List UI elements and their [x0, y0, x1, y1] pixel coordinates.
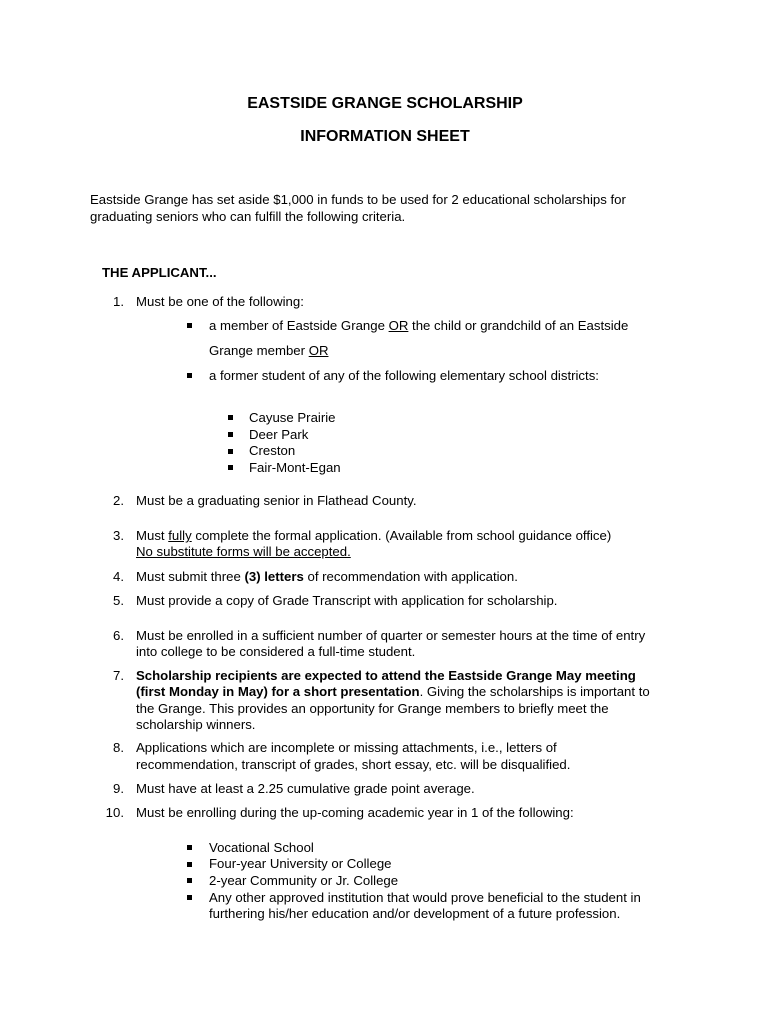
item-number: 3. [113, 528, 124, 543]
bullet-icon [187, 373, 192, 378]
sub-bullet-1-line-1: a member of Eastside Grange OR the child or grandchild of an Eastside [209, 318, 629, 333]
school-item: 2-year Community or Jr. College [209, 873, 399, 888]
item-4-text: Must submit three (3) letters of recommendation with application. [136, 569, 518, 584]
sub-bullet-2: a former student of any of the following elementary school districts: [209, 368, 599, 383]
bullet-icon [187, 845, 192, 850]
page-subtitle: INFORMATION SHEET [300, 128, 470, 145]
item-3-line-1: Must fully complete the formal application. (Available from school guidance office) [136, 528, 612, 543]
item-number: 9. [113, 781, 124, 796]
item-8-line-2: recommendation, transcript of grades, short essay, etc. will be disqualified. [136, 757, 571, 772]
bullet-icon [228, 432, 233, 437]
item-5-text: Must provide a copy of Grade Transcript with application for scholarship. [136, 593, 558, 608]
item-number: 6. [113, 628, 124, 643]
item-7-line-4: scholarship winners. [136, 717, 256, 732]
item-1-text: Must be one of the following: [136, 294, 304, 309]
item-6-line-2: into college to be considered a full-time student. [136, 644, 416, 659]
item-7-line-2: (first Monday in May) for a short presentation. Giving the scholarships is important to [136, 684, 650, 699]
school-item: Vocational School [209, 840, 314, 855]
item-10-text: Must be enrolling during the up-coming academic year in 1 of the following: [136, 805, 574, 820]
district-item: Fair-Mont-Egan [249, 460, 341, 475]
district-item: Cayuse Prairie [249, 410, 336, 425]
section-heading: THE APPLICANT... [102, 265, 217, 280]
bullet-icon [228, 449, 233, 454]
school-item-line-1: Any other approved institution that would prove beneficial to the student in [209, 890, 641, 905]
district-item: Deer Park [249, 427, 309, 442]
item-number: 4. [113, 569, 124, 584]
item-2-text: Must be a graduating senior in Flathead County. [136, 493, 417, 508]
district-item: Creston [249, 443, 296, 458]
item-8-line-1: Applications which are incomplete or missing attachments, i.e., letters of [136, 740, 557, 755]
item-9-text: Must have at least a 2.25 cumulative grade point average. [136, 781, 475, 796]
item-7-line-3: the Grange. This provides an opportunity for Grange members to briefly meet the [136, 701, 609, 716]
intro-line-2: graduating seniors who can fulfill the following criteria. [90, 209, 406, 224]
item-number: 1. [113, 294, 124, 309]
page-title: EASTSIDE GRANGE SCHOLARSHIP [247, 95, 523, 112]
bullet-icon [228, 415, 233, 420]
item-3-line-2: No substitute forms will be accepted. [136, 544, 351, 559]
school-item-line-2: furthering his/her education and/or development of a future profession. [209, 906, 621, 921]
bullet-icon [187, 895, 192, 900]
intro-line-1: Eastside Grange has set aside $1,000 in funds to be used for 2 educational scholarships for [90, 192, 626, 207]
item-7-line-1: Scholarship recipients are expected to attend the Eastside Grange May meeting [136, 668, 636, 683]
bullet-icon [228, 465, 233, 470]
item-number: 10. [105, 805, 124, 820]
item-number: 8. [113, 740, 124, 755]
item-number: 7. [113, 668, 124, 683]
bullet-icon [187, 862, 192, 867]
item-number: 5. [113, 593, 124, 608]
item-number: 2. [113, 493, 124, 508]
bullet-icon [187, 323, 192, 328]
sub-bullet-1-line-2: Grange member OR [209, 343, 329, 358]
bullet-icon [187, 878, 192, 883]
school-item: Four-year University or College [209, 856, 392, 871]
item-6-line-1: Must be enrolled in a sufficient number of quarter or semester hours at the time of entry [136, 628, 646, 643]
